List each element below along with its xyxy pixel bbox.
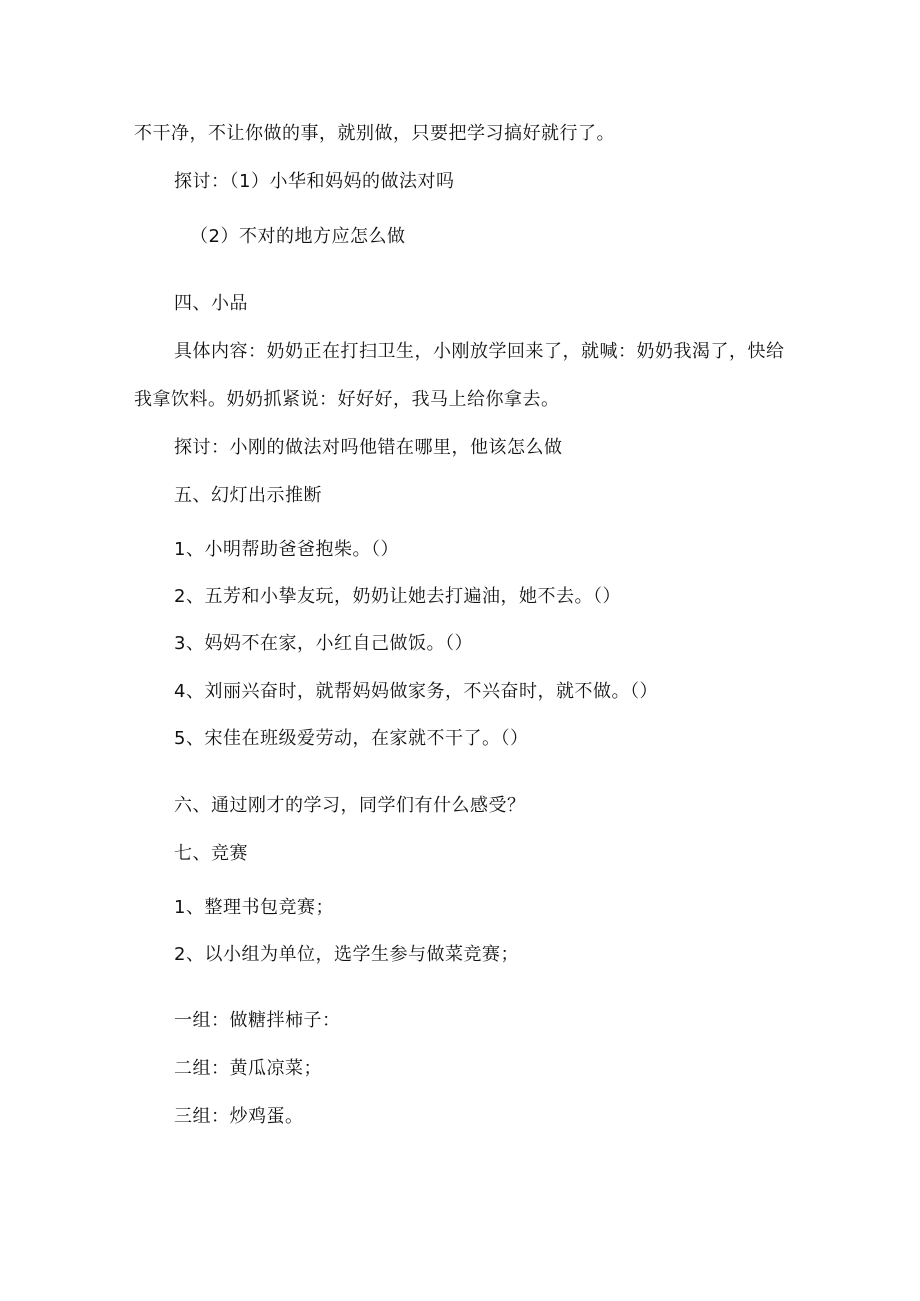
section-heading-competition: 七、竞赛: [174, 843, 248, 864]
judgment-item-3: 3、妈妈不在家，小红自己做饭。（）: [174, 633, 473, 654]
judgment-item-4: 4、刘丽兴奋时，就帮妈妈做家务，不兴奋时，就不做。（）: [174, 681, 658, 702]
section-heading-reflection: 六、通过刚才的学习，同学们有什么感受？: [174, 795, 526, 816]
competition-item-2: 2、以小组为单位，选学生参与做菜竞赛；: [174, 944, 519, 965]
judgment-item-1: 1、小明帮助爸爸抱柴。（）: [174, 539, 399, 560]
section-heading-slides: 五、幻灯出示推断: [174, 485, 322, 506]
judgment-item-5: 5、宋佳在班级爱劳动，在家就不干了。（）: [174, 728, 529, 749]
discussion-question-2: （2）不对的地方应怎么做: [190, 226, 406, 247]
skit-content-line-1: 具体内容：奶奶正在打扫卫生，小刚放学回来了，就喊：奶奶我渴了，快给: [174, 341, 785, 362]
competition-item-1: 1、整理书包竞赛；: [174, 897, 334, 918]
group-3-task: 三组：炒鸡蛋。: [174, 1106, 304, 1127]
group-2-task: 二组：黄瓜凉菜；: [174, 1058, 322, 1079]
skit-content-line-2: 我拿饮料。奶奶抓紧说：好好好，我马上给你拿去。: [134, 389, 560, 410]
paragraph-continuation: 不干净，不让你做的事，就别做，只要把学习搞好就行了。: [134, 123, 615, 144]
skit-discussion: 探讨：小刚的做法对吗他错在哪里，他该怎么做: [174, 437, 563, 458]
judgment-item-2: 2、五芳和小挚友玩，奶奶让她去打遍油，她不去。（）: [174, 586, 621, 607]
section-heading-skit: 四、小品: [174, 293, 248, 314]
group-1-task: 一组：做糖拌柿子：: [174, 1010, 341, 1031]
discussion-question-1: 探讨：（1）小华和妈妈的做法对吗: [174, 171, 455, 192]
